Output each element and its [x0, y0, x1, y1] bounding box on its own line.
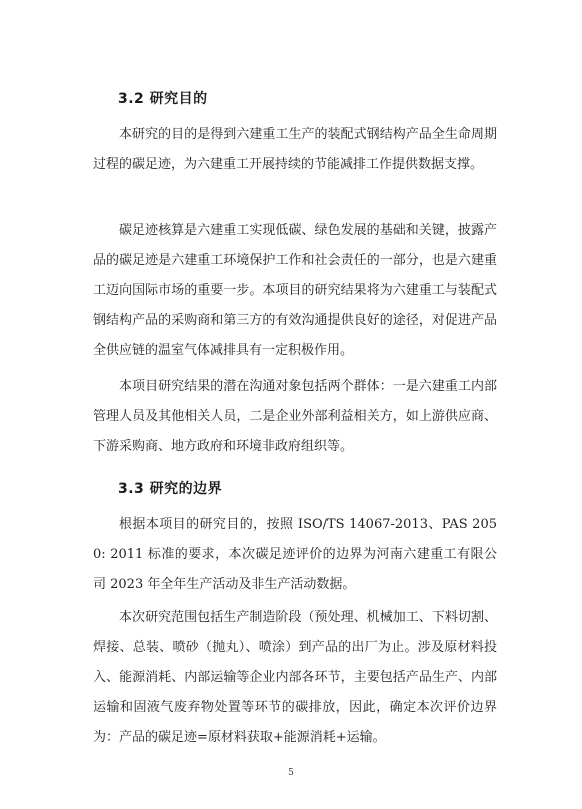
page-number: 5 — [288, 768, 294, 778]
paragraph-research-purpose: 本研究的目的是得到六建重工生产的装配式钢结构产品全生命周期过程的碳足迹，为六建重工开展持续的节能减排工作提供数据支撑。 — [93, 127, 497, 172]
paragraph-communication-targets: 本项目研究结果的潜在沟通对象包括两个群体：一是六建重工内部管理人员及其他相关人员，二是企业外部利益相关方，如上游供应商、下游采购商、地方政府和环境非政府组织等。 — [93, 379, 497, 454]
section-heading-3-3: 3.3 研究的边界 — [118, 481, 223, 497]
paragraph-boundary-standards: 根据本项目的研究目的，按照 ISO/TS 14067-2013、PAS 2050: 2011 标准的要求，本次碳足迹评价的边界为河南六建重工有限公司 2023 年全年生产活动及非生产活动数据。 — [93, 517, 497, 592]
paragraph-carbon-footprint-significance: 碳足迹核算是六建重工实现低碳、绿色发展的基础和关键，披露产品的碳足迹是六建重工环境保护工作和社会责任的一部分，也是六建重工迈向国际市场的重要一步。本项目的研究结果将为六建重工与装配式钢结构产品的采购商和第三方的有效沟通提供良好的途径，对促进产品全供应链的温室气体减排具有一定积极作用。 — [93, 223, 497, 358]
paragraph-research-scope: 本次研究范围包括生产制造阶段（预处理、机械加工、下料切割、焊接、总装、喷砂（抛丸）、喷涂）到产品的出厂为止。涉及原材料投入、能源消耗、内部运输等企业内部各环节，主要包括产品生产、内部运输和固液气废弃物处置等环节的碳排放，因此，确定本次评价边界为：产品的碳足迹=原材料获取+能源消耗+运输。 — [93, 610, 497, 745]
section-heading-3-2: 3.2 研究目的 — [118, 91, 208, 107]
